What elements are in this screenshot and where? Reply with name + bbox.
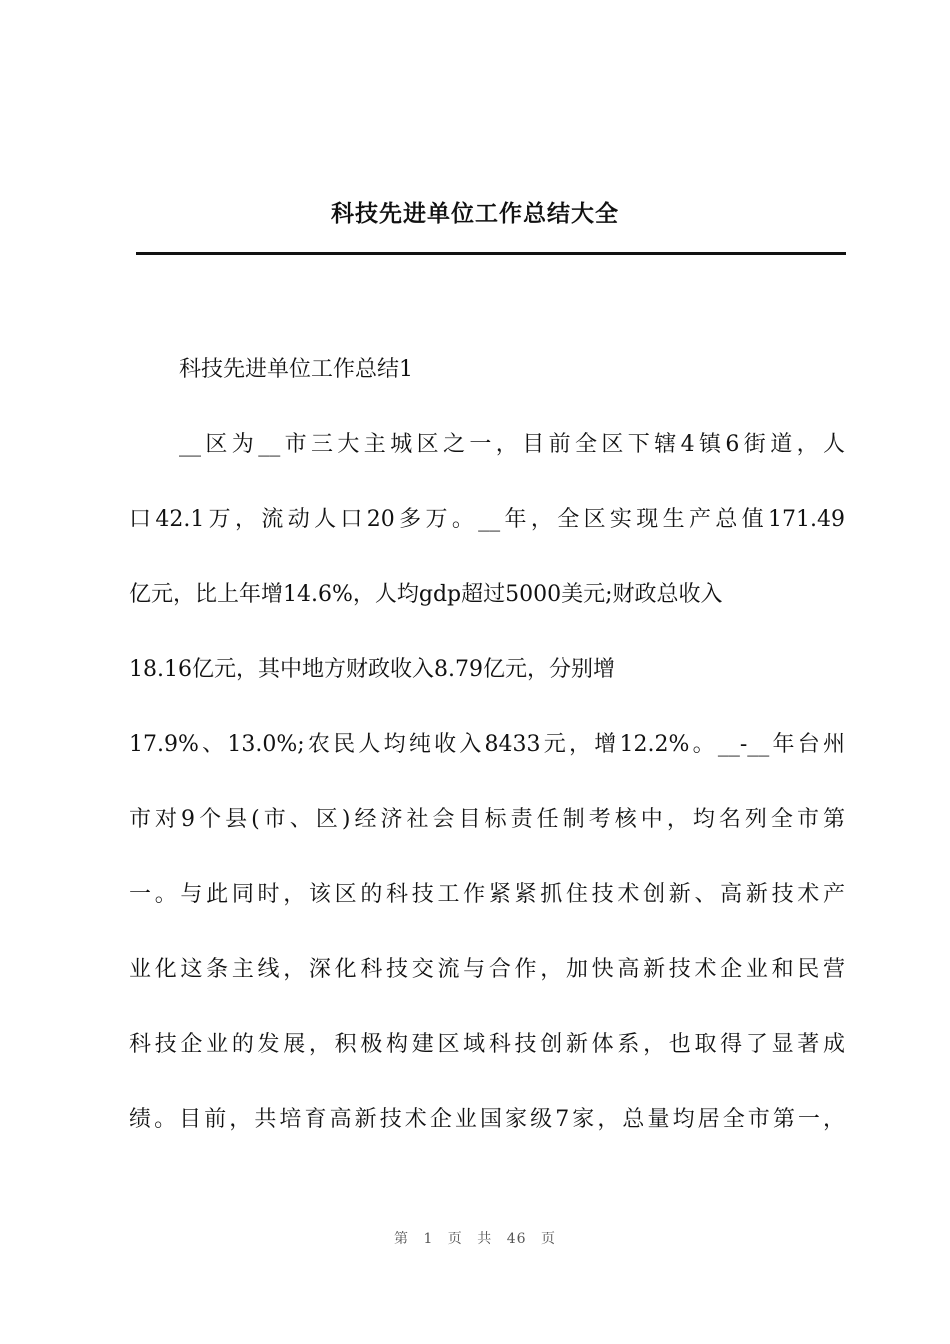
body-line: 科技企业的发展，积极构建区域科技创新体系，也取得了显著成 [129, 1032, 845, 1057]
section-heading: 科技先进单位工作总结1 [179, 357, 413, 382]
body-line: 市对9个县(市、区)经济社会目标责任制考核中，均名列全市第 [129, 807, 845, 832]
document-title: 科技先进单位工作总结大全 [331, 200, 619, 227]
body-line: 口42.1万，流动人口20多万。__年，全区实现生产总值171.49 [129, 507, 845, 532]
body-line: 18.16亿元，其中地方财政收入8.79亿元，分别增 [129, 657, 615, 682]
body-line: 17.9%、13.0%;农民人均纯收入8433元，增12.2%。__-__年台州 [129, 732, 845, 757]
body-line: 一。与此同时，该区的科技工作紧紧抓住技术创新、高新技术产 [129, 882, 845, 907]
body-line: __区为__市三大主城区之一，目前全区下辖4镇6街道，人 [179, 432, 845, 457]
body-line: 业化这条主线，深化科技交流与合作，加快高新技术企业和民营 [129, 957, 845, 982]
body-line: 亿元，比上年增14.6%，人均gdp超过5000美元;财政总收入 [129, 582, 723, 607]
page-number-footer: 第 1 页 共 46 页 [394, 1231, 556, 1247]
body-line: 绩。目前，共培育高新技术企业国家级7家，总量均居全市第一， [129, 1107, 845, 1132]
title-underline [136, 252, 846, 255]
